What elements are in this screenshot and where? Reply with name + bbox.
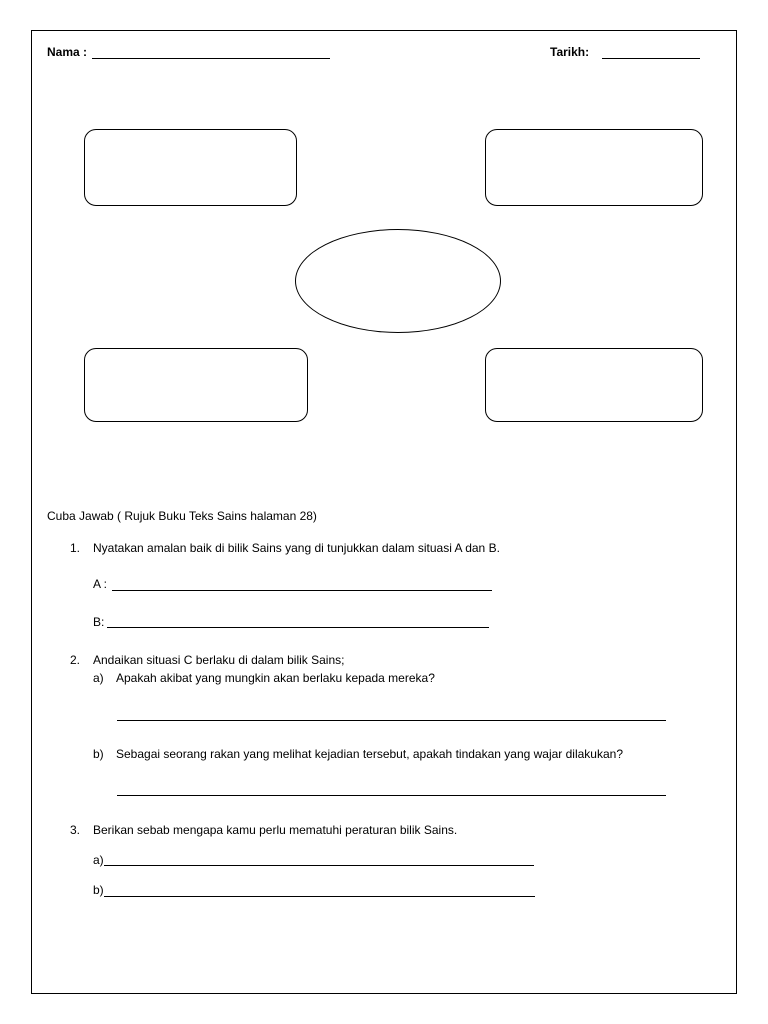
q2-b-marker: b) <box>93 747 104 761</box>
q2-b-answer-line[interactable] <box>117 795 666 796</box>
q2-text: Andaikan situasi C berlaku di dalam bilik Sains; <box>93 653 345 667</box>
q1-a-label: A : <box>93 577 108 591</box>
name-label: Nama : <box>47 45 88 59</box>
q1-b-label: B: <box>93 615 105 629</box>
q1-text: Nyatakan amalan baik di bilik Sains yang di tunjukkan dalam situasi A dan B. <box>93 541 500 555</box>
q3-a-label: a) <box>93 853 104 867</box>
diagram-box-bottom-right[interactable] <box>485 348 703 422</box>
q2-a-marker: a) <box>93 671 104 685</box>
q3-b-label: b) <box>93 883 104 897</box>
q3-b-answer-line[interactable] <box>104 896 535 897</box>
q1-number: 1. <box>70 541 81 555</box>
q2-b-text: Sebagai seorang rakan yang melihat kejadian tersebut, apakah tindakan yang wajar dilakukan? <box>116 747 624 761</box>
q3-number: 3. <box>70 823 81 837</box>
section-title: Cuba Jawab ( Rujuk Buku Teks Sains halaman 28) <box>47 509 317 523</box>
diagram-center-oval[interactable] <box>295 229 501 333</box>
date-label: Tarikh: <box>550 45 590 59</box>
diagram-box-top-right[interactable] <box>485 129 703 206</box>
q1-b-answer-line[interactable] <box>107 627 489 628</box>
q2-a-answer-line[interactable] <box>117 720 666 721</box>
diagram-box-top-left[interactable] <box>84 129 297 206</box>
q2-number: 2. <box>70 653 81 667</box>
diagram-box-bottom-left[interactable] <box>84 348 308 422</box>
q3-text: Berikan sebab mengapa kamu perlu mematuhi peraturan bilik Sains. <box>93 823 458 837</box>
name-answer-line[interactable] <box>92 58 330 59</box>
q1-a-answer-line[interactable] <box>112 590 492 591</box>
q2-a-text: Apakah akibat yang mungkin akan berlaku kepada mereka? <box>116 671 435 685</box>
date-answer-line[interactable] <box>602 58 700 59</box>
q3-a-answer-line[interactable] <box>104 865 534 866</box>
